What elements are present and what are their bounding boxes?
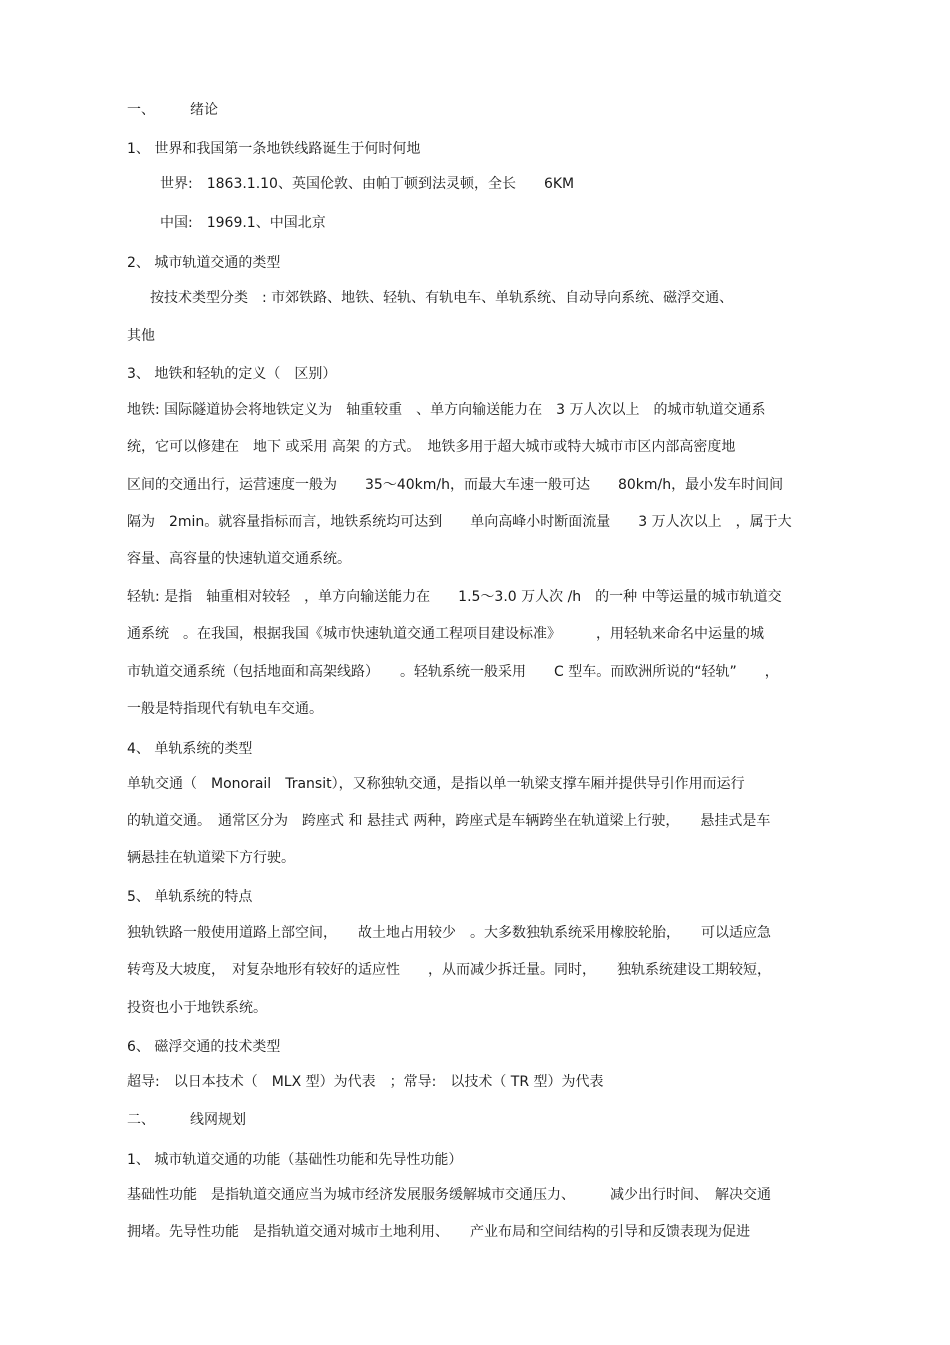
- paragraph-line: 超导: 以日本技术（ MLX 型）为代表 ；常导: 以技术（ TR 型）为代表: [127, 1074, 604, 1090]
- paragraph-line: 容量、高容量的快速轨道交通系统。: [127, 551, 351, 567]
- paragraph-line: 的轨道交通。 通常区分为 跨座式 和 悬挂式 两种，跨座式是车辆跨坐在轨道梁上行驶， 悬挂式是车: [127, 813, 771, 829]
- paragraph-line: 统，它可以修建在 地下 或采用 高架 的方式。 地铁多用于超大城市或特大城市市区内部高密度地: [127, 439, 736, 455]
- paragraph-line: 市轨道交通系统（包括地面和高架线路） 。轻轨系统一般采用 C 型车。而欧洲所说的“轻轨” ，: [127, 664, 779, 680]
- question-4: 4、 单轨系统的类型: [127, 741, 253, 757]
- paragraph-line: 辆悬挂在轨道梁下方行驶。: [127, 850, 295, 866]
- paragraph-line: 投资也小于地铁系统。: [127, 1000, 267, 1016]
- question-2: 2、 城市轨道交通的类型: [127, 255, 281, 271]
- answer-china: 中国: 1969.1、中国北京: [160, 215, 326, 231]
- section-heading-2: 二、 线网规划: [127, 1112, 246, 1128]
- paragraph-line: 一般是特指现代有轨电车交通。: [127, 701, 323, 717]
- paragraph-line: 按技术类型分类 : 市郊铁路、地铁、轻轨、有轨电车、单轨系统、自动导向系统、磁浮交通、: [150, 290, 734, 306]
- question-1: 1、 世界和我国第一条地铁线路诞生于何时何地: [127, 141, 421, 157]
- question-6: 6、 磁浮交通的技术类型: [127, 1039, 281, 1055]
- paragraph-line: 其他: [127, 328, 155, 344]
- question-3: 3、 地铁和轻轨的定义（ 区别）: [127, 366, 337, 382]
- section-heading-1: 一、 绪论: [127, 102, 218, 118]
- paragraph-line: 通系统 。在我国，根据我国《城市快速轨道交通工程项目建设标准》 ，用轻轨来命名中运量的城: [127, 626, 764, 642]
- paragraph-line: 隔为 2min。就容量指标而言，地铁系统均可达到 单向高峰小时断面流量 3 万人次以上 ，属于大: [127, 514, 792, 530]
- paragraph-line: 转弯及大坡度， 对复杂地形有较好的适应性 ，从而减少拆迁量。同时， 独轨系统建设工期较短，: [127, 962, 771, 978]
- paragraph-line: 地铁: 国际隧道协会将地铁定义为 轴重较重 、单方向输送能力在 3 万人次以上 的城市轨道交通系: [127, 402, 766, 418]
- question-5: 5、 单轨系统的特点: [127, 889, 253, 905]
- paragraph-line: 轻轨: 是指 轴重相对较轻 ，单方向输送能力在 1.5～3.0 万人次 /h 的一种 中等运量的城市轨道交: [127, 589, 782, 605]
- paragraph-line: 基础性功能 是指轨道交通应当为城市经济发展服务缓解城市交通压力、 减少出行时间、 解决交通: [127, 1187, 771, 1203]
- paragraph-line: 拥堵。先导性功能 是指轨道交通对城市土地利用、 产业布局和空间结构的引导和反馈表现为促进: [127, 1224, 750, 1240]
- question-2-1: 1、 城市轨道交通的功能（基础性功能和先导性功能）: [127, 1152, 463, 1168]
- paragraph-line: 单轨交通（ Monorail Transit），又称独轨交通，是指以单一轨梁支撑车厢并提供导引作用而运行: [127, 776, 745, 792]
- answer-world: 世界: 1863.1.10、英国伦敦、由帕丁顿到法灵顿，全长 6KM: [160, 176, 575, 192]
- paragraph-line: 区间的交通出行，运营速度一般为 35～40km/h，而最大车速一般可达 80km/h，最小发车时间间: [127, 477, 784, 493]
- paragraph-line: 独轨铁路一般使用道路上部空间， 故土地占用较少 。大多数独轨系统采用橡胶轮胎， 可以适应急: [127, 925, 771, 941]
